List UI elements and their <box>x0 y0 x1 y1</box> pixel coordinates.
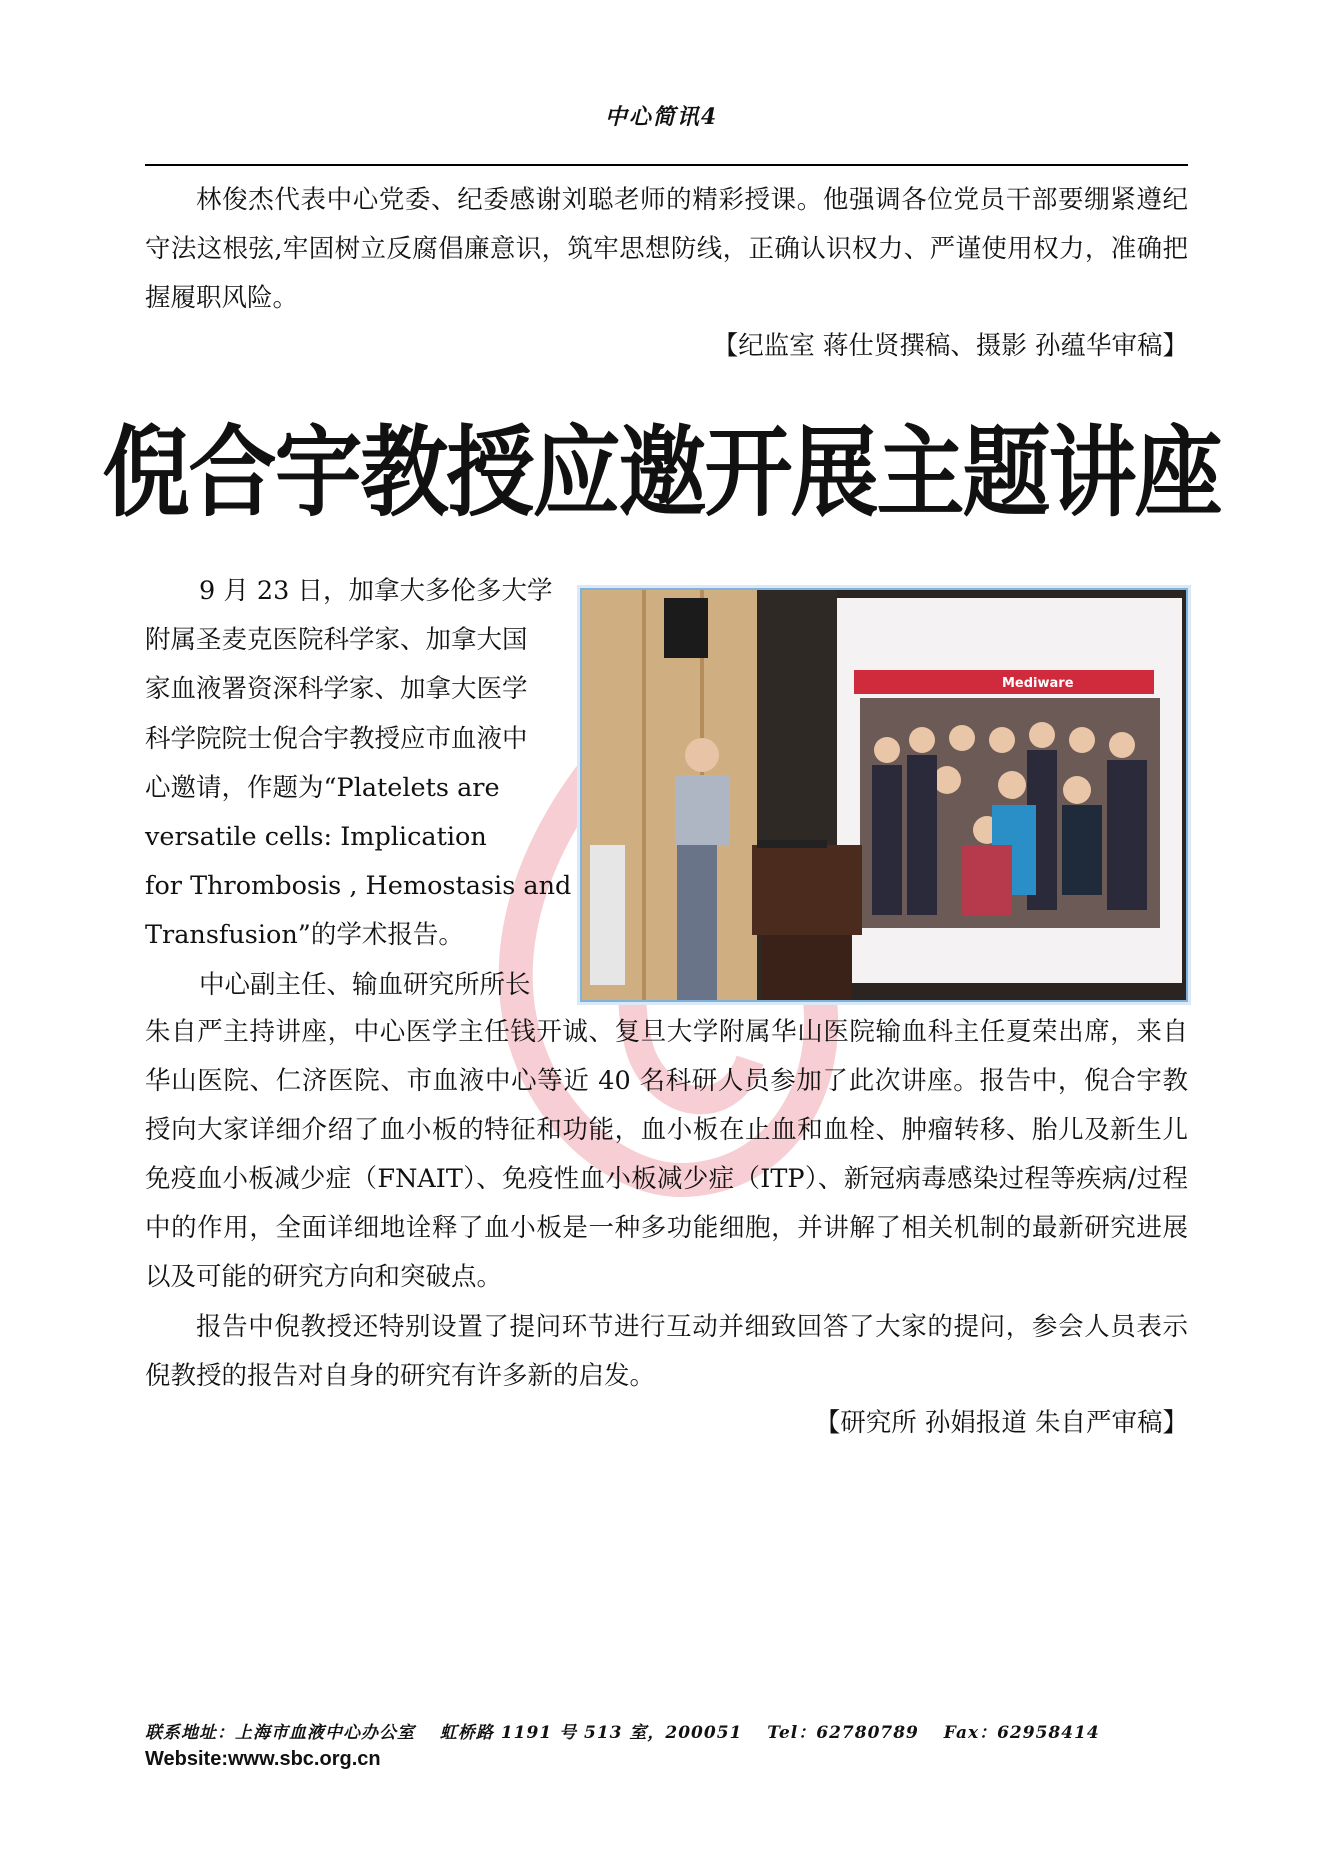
paragraph-line: 附属圣麦克医院科学家、加拿大国 <box>145 625 528 656</box>
paragraph-line: 心邀请，作题为“Platelets are <box>145 772 500 803</box>
footer-address: 联系地址：上海市血液中心办公室 虹桥路 1191 号 513 室，200051 Tel：62780789 Fax：62958414 <box>145 1723 1100 1743</box>
paragraph-line: 中心副主任、输血研究所所长 <box>199 969 531 1000</box>
footer-website: Website:www.sbc.org.cn <box>145 1748 381 1770</box>
article-credit: 【研究所 孙娟报道 朱自严审稿】 <box>814 1408 1188 1438</box>
header-divider <box>145 164 1188 166</box>
intro-credit: 【纪监室 蒋仕贤撰稿、摄影 孙蕴华审稿】 <box>712 331 1188 361</box>
intro-paragraph: 林俊杰代表中心党委、纪委感谢刘聪老师的精彩授课。他强调各位党员干部要绷紧遵纪守法这根弦,牢固树立反腐倡廉意识，筑牢思想防线，正确认识权力、严谨使用权力，准确把握履职风险。 <box>145 185 1188 313</box>
paragraph-line: for Thrombosis , Hemostasis and <box>145 871 572 902</box>
lecture-photo-illustration <box>582 590 1186 1000</box>
slide-banner: Mediware <box>1002 676 1074 691</box>
paragraph-line: 科学院院士倪合宇教授应市血液中 <box>145 723 528 754</box>
paragraph-line: 9 月 23 日，加拿大多伦多大学 <box>199 576 553 606</box>
article-paragraph-2: 朱自严主持讲座，中心医学主任钱开诚、复旦大学附属华山医院输血科主任夏荣出席，来自华山医院、仁济医院、市血液中心等近 40 名科研人员参加了此次讲座。报告中，倪合宇教授向大家详细介绍了血小板的特征和功能，血小板在止血和血栓、肿瘤转移、胎儿及新生儿免疫血小板减少症（FNAIT）、免疫性血小板减少症（ITP）、新冠病毒感染过程等疾病/过程中的作用，全面详细地诠释了血小板是一种多功能细胞，并讲解了相关机制的最新研究进展以及可能的研究方向和突破点。 <box>145 1017 1188 1292</box>
newsletter-header: 中心简讯4 <box>604 104 719 130</box>
paragraph-line: 家血液署资深科学家、加拿大医学 <box>145 674 528 705</box>
article-paragraph-1 <box>145 567 572 1010</box>
paragraph-line: versatile cells: Implication <box>145 822 487 853</box>
article-paragraph-3: 报告中倪教授还特别设置了提问环节进行互动并细致回答了大家的提问，参会人员表示倪教授的报告对自身的研究有许多新的启发。 <box>145 1312 1188 1391</box>
paragraph-line: Transfusion”的学术报告。 <box>145 920 464 951</box>
article-title: 倪合宇教授应邀开展主题讲座 <box>102 414 1221 531</box>
lecture-photo <box>580 588 1188 1002</box>
